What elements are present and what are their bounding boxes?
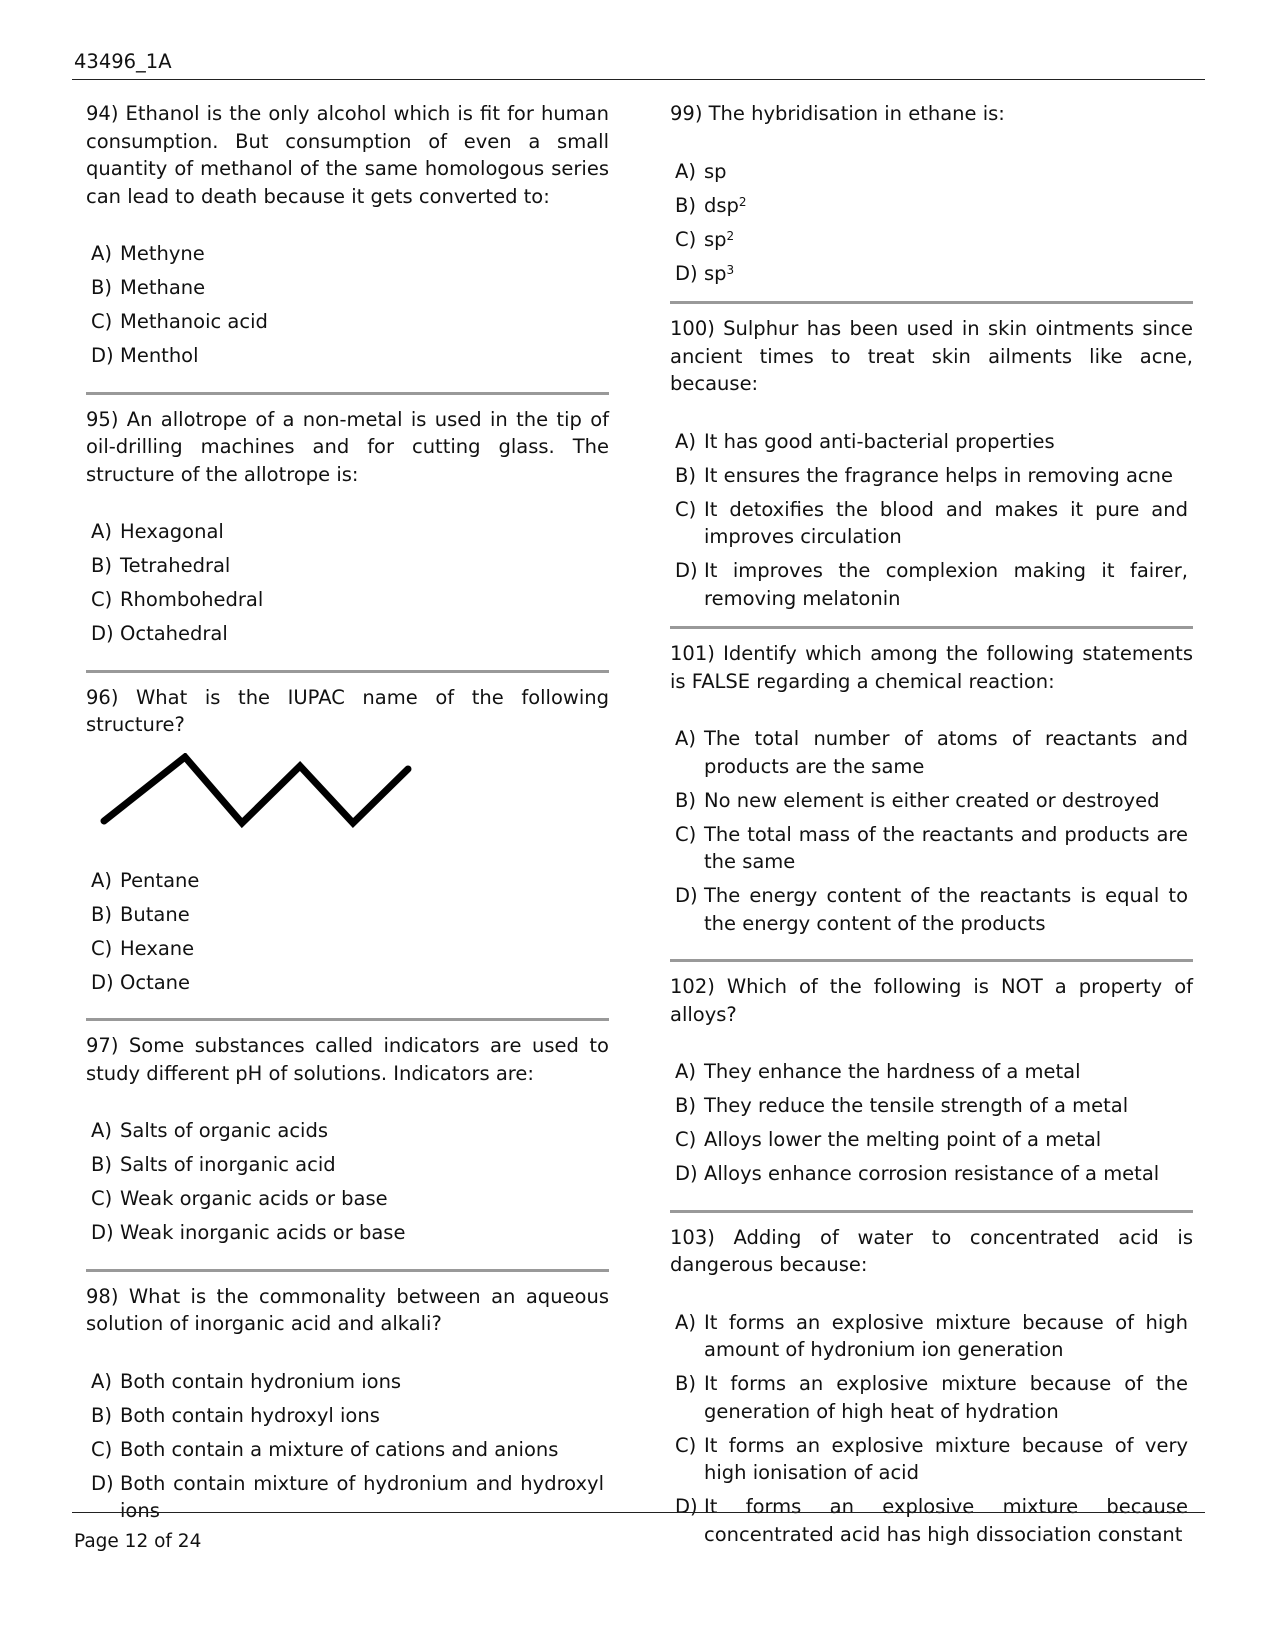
skeletal-structure-diagram — [96, 753, 426, 843]
answer-option-c[interactable] — [86, 935, 609, 963]
option-letter: B) — [675, 788, 696, 812]
option-text: It forms an explosive mixture because concentrated acid has high dissociation constant — [704, 1495, 1188, 1546]
option-letter: A) — [675, 1310, 696, 1334]
option-letter: D) — [91, 970, 114, 994]
option-letter: A) — [91, 868, 112, 892]
option-text: Salts of inorganic acid — [120, 1153, 336, 1176]
option-text: Weak inorganic acids or base — [120, 1221, 406, 1244]
question-95 — [86, 406, 609, 648]
option-letter: D) — [675, 261, 698, 285]
option-letter: C) — [675, 227, 697, 251]
option-letter: C) — [91, 588, 113, 611]
answer-option-b[interactable] — [86, 1402, 609, 1430]
answer-option-a[interactable] — [670, 428, 1193, 456]
option-text-base: dsp — [704, 193, 739, 217]
option-text — [704, 158, 1188, 186]
answer-option-b[interactable] — [670, 1092, 1193, 1120]
option-text: Octahedral — [120, 622, 228, 645]
option-letter: D) — [91, 344, 114, 367]
answer-option-c[interactable] — [86, 586, 609, 614]
option-text: No new element is either created or destroyed — [704, 788, 1160, 812]
option-letter: D) — [91, 1221, 114, 1244]
answer-options — [670, 158, 1193, 288]
answer-options — [86, 1117, 609, 1247]
question-divider — [670, 301, 1193, 304]
option-text: Both contain a mixture of cations and anions — [120, 1437, 559, 1461]
option-text: It improves the complexion making it fairer, removing melatonin — [704, 559, 1188, 610]
answer-option-d[interactable] — [670, 882, 1193, 937]
answer-option-a[interactable] — [86, 240, 609, 268]
option-text: It ensures the fragrance helps in removing acne — [704, 463, 1173, 487]
option-letter: D) — [675, 1162, 698, 1185]
option-text: Methane — [120, 276, 206, 299]
answer-option-d[interactable] — [86, 969, 609, 997]
question-stem: 100) Sulphur has been used in skin ointments since ancient times to treat skin ailments like acne, because: — [670, 317, 1193, 395]
left-column — [86, 100, 609, 1531]
option-letter: C) — [675, 1128, 697, 1151]
option-text: Butane — [120, 902, 190, 926]
answer-options — [670, 725, 1193, 937]
option-text: Salts of organic acids — [120, 1119, 328, 1142]
question-stem: 96) What is the IUPAC name of the following structure? — [86, 685, 609, 736]
carbon-chain-zigzag — [104, 757, 408, 823]
question-stem: 103) Adding of water to concentrated acid is dangerous because: — [670, 1225, 1193, 1276]
option-text: Methyne — [120, 242, 205, 265]
option-superscript: 2 — [738, 194, 747, 209]
answer-option-c[interactable] — [670, 821, 1193, 876]
option-letter: A) — [91, 520, 112, 543]
option-letter: B) — [675, 463, 696, 487]
page-number: Page 12 of 24 — [74, 1531, 202, 1552]
answer-option-a[interactable] — [86, 1368, 609, 1396]
option-letter: D) — [675, 884, 698, 907]
answer-option-c[interactable] — [86, 1436, 609, 1464]
answer-option-a[interactable] — [86, 518, 609, 546]
answer-option-b[interactable] — [86, 1151, 609, 1179]
option-letter: B) — [91, 1403, 112, 1427]
question-stem: 102) Which of the following is NOT a property of alloys? — [670, 975, 1193, 1026]
answer-option-c[interactable] — [670, 1432, 1193, 1487]
answer-option-b[interactable] — [86, 274, 609, 302]
right-column — [670, 100, 1193, 1555]
answer-option-a[interactable] — [670, 1058, 1193, 1086]
option-text: Octane — [120, 970, 191, 994]
option-letter: A) — [91, 242, 112, 265]
question-divider — [670, 959, 1193, 962]
answer-options — [86, 240, 609, 370]
option-text: Both contain mixture of hydronium and hydroxyl ions — [120, 1471, 604, 1522]
option-letter: B) — [675, 1094, 696, 1117]
option-text: They enhance the hardness of a metal — [704, 1060, 1081, 1083]
question-divider — [86, 1018, 609, 1021]
option-letter: C) — [675, 1433, 697, 1457]
answer-option-d[interactable] — [670, 1493, 1193, 1548]
option-text — [704, 226, 1188, 254]
option-text-base: sp — [704, 227, 727, 251]
answer-option-c[interactable] — [86, 308, 609, 336]
option-letter: C) — [91, 1437, 113, 1461]
option-superscript: 2 — [726, 228, 735, 243]
question-stem: 97) Some substances called indicators are used to study different pH of solutions. Indicators are: — [86, 1034, 609, 1085]
answer-options — [670, 428, 1193, 613]
question-101 — [670, 640, 1193, 937]
option-letter: C) — [675, 497, 697, 521]
answer-option-b[interactable] — [670, 1370, 1193, 1425]
answer-option-d[interactable] — [670, 260, 1193, 288]
option-text: Rhombohedral — [120, 588, 264, 611]
answer-option-d[interactable] — [670, 1160, 1193, 1188]
option-letter: B) — [675, 193, 696, 217]
header-rule — [72, 79, 1205, 80]
option-letter: A) — [675, 727, 696, 750]
option-text: The total number of atoms of reactants and products are the same — [704, 727, 1188, 778]
answer-options — [670, 1058, 1193, 1188]
option-letter: D) — [675, 1495, 698, 1518]
answer-options — [86, 1368, 609, 1525]
option-text: The energy content of the reactants is equal to the energy content of the products — [704, 884, 1188, 935]
question-97 — [86, 1032, 609, 1247]
option-text: Pentane — [120, 868, 200, 892]
option-letter: A) — [675, 429, 696, 453]
question-stem: 101) Identify which among the following statements is FALSE regarding a chemical reaction: — [670, 642, 1193, 693]
answer-option-b[interactable] — [670, 462, 1193, 490]
option-text: The total mass of the reactants and products are the same — [704, 822, 1188, 873]
question-99 — [670, 100, 1193, 287]
option-letter: B) — [91, 276, 112, 299]
option-text: Methanoic acid — [120, 310, 268, 333]
question-100 — [670, 315, 1193, 612]
option-letter: A) — [91, 1369, 112, 1393]
footer-rule — [72, 1512, 1205, 1513]
answer-option-c[interactable] — [670, 1126, 1193, 1154]
answer-option-a[interactable] — [86, 867, 609, 895]
option-letter: C) — [91, 1187, 113, 1210]
answer-option-c[interactable] — [670, 226, 1193, 254]
option-letter: D) — [675, 559, 698, 582]
option-text: Alloys lower the melting point of a metal — [704, 1128, 1102, 1151]
question-stem: 94) Ethanol is the only alcohol which is fit for human consumption. But consumption of even a small quantity of methanol of the same homologous series can lead to death because it gets converted to: — [86, 102, 609, 208]
answer-options — [86, 518, 609, 648]
option-letter: A) — [91, 1119, 112, 1142]
answer-options — [86, 867, 609, 997]
answer-option-a[interactable] — [86, 1117, 609, 1145]
option-letter: C) — [675, 822, 697, 846]
option-letter: D) — [91, 622, 114, 645]
option-letter: D) — [91, 1471, 114, 1495]
answer-option-d[interactable] — [670, 557, 1193, 612]
question-94 — [86, 100, 609, 370]
answer-option-d[interactable] — [86, 1219, 609, 1247]
option-letter: A) — [675, 1060, 696, 1083]
document-id: 43496_1A — [74, 50, 172, 73]
option-text — [704, 260, 1188, 288]
option-text: Hexane — [120, 936, 195, 960]
option-text: They reduce the tensile strength of a metal — [704, 1094, 1129, 1117]
question-stem: 95) An allotrope of a non-metal is used in the tip of oil-drilling machines and for cutting glass. The structure of the allotrope is: — [86, 407, 609, 486]
answer-option-a[interactable] — [670, 1309, 1193, 1364]
option-letter: B) — [675, 1372, 696, 1395]
option-text: It forms an explosive mixture because of the generation of high heat of hydration — [704, 1372, 1188, 1423]
option-text: Menthol — [120, 344, 199, 367]
question-divider — [670, 1210, 1193, 1213]
question-102 — [670, 973, 1193, 1188]
option-text: Alloys enhance corrosion resistance of a metal — [704, 1162, 1160, 1185]
option-letter: B) — [91, 1153, 112, 1176]
option-text: It detoxifies the blood and makes it pure and improves circulation — [704, 497, 1188, 548]
option-letter: B) — [91, 902, 112, 926]
question-divider — [670, 626, 1193, 629]
option-text-base: sp — [704, 261, 727, 285]
option-text: Weak organic acids or base — [120, 1187, 388, 1210]
question-divider — [86, 1269, 609, 1272]
option-letter: A) — [675, 159, 696, 183]
answer-option-d[interactable] — [86, 1470, 609, 1525]
question-96 — [86, 684, 609, 997]
option-text: It forms an explosive mixture because of high amount of hydronium ion generation — [704, 1310, 1188, 1361]
answer-option-c[interactable] — [670, 496, 1193, 551]
answer-option-b[interactable] — [86, 552, 609, 580]
question-103 — [670, 1224, 1193, 1549]
option-text-base: sp — [704, 159, 727, 183]
answer-option-b[interactable] — [670, 192, 1193, 220]
answer-option-d[interactable] — [86, 620, 609, 648]
answer-option-b[interactable] — [670, 787, 1193, 815]
option-text: Tetrahedral — [120, 554, 231, 577]
question-divider — [86, 392, 609, 395]
answer-option-a[interactable] — [670, 725, 1193, 780]
option-text: It forms an explosive mixture because of very high ionisation of acid — [704, 1433, 1188, 1484]
answer-option-b[interactable] — [86, 901, 609, 929]
option-superscript: 3 — [726, 262, 735, 277]
question-stem: 99) The hybridisation in ethane is: — [670, 102, 1005, 125]
option-text: Both contain hydronium ions — [120, 1369, 402, 1393]
option-text: It has good anti-bacterial properties — [704, 429, 1055, 453]
question-divider — [86, 670, 609, 673]
option-letter: C) — [91, 310, 113, 333]
question-stem: 98) What is the commonality between an aqueous solution of inorganic acid and alkali? — [86, 1284, 609, 1335]
question-98 — [86, 1283, 609, 1525]
answer-option-c[interactable] — [86, 1185, 609, 1213]
option-letter: B) — [91, 554, 112, 577]
option-text: Both contain hydroxyl ions — [120, 1403, 380, 1427]
answer-option-d[interactable] — [86, 342, 609, 370]
option-text — [704, 192, 1188, 220]
option-text: Hexagonal — [120, 520, 224, 543]
answer-option-a[interactable] — [670, 158, 1193, 186]
option-letter: C) — [91, 936, 113, 960]
